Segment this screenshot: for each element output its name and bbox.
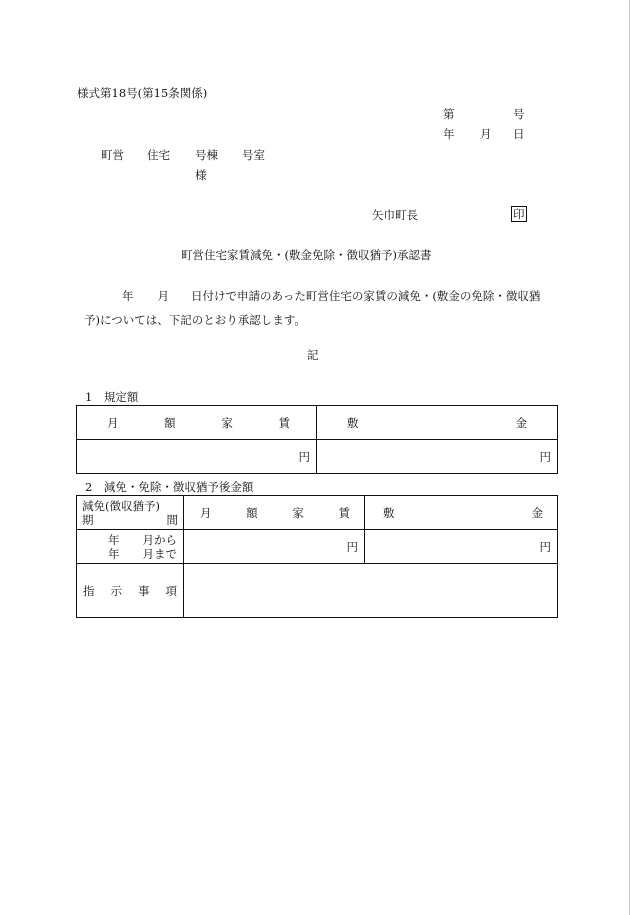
instructions-row: [77, 564, 558, 618]
period-label-char-1: 間: [166, 512, 178, 527]
period-value-cell: [77, 530, 184, 564]
form-number: 様式第18号(第15条関係): [77, 86, 208, 100]
ki-marker: 記: [307, 348, 319, 362]
body-year: 年: [122, 289, 134, 303]
addressee-goshitsu: 号室: [242, 148, 265, 162]
instructions-label-char-3: 項: [165, 583, 177, 598]
section1-heading: 1 規定額: [85, 390, 139, 404]
standard-value-row: [77, 440, 558, 474]
addressee-jutaku: 住宅: [147, 148, 170, 162]
rent-value-cell: [77, 440, 317, 474]
yen-unit: 円: [298, 449, 310, 464]
rent-label-char-1: 額: [164, 415, 176, 430]
reduced-value-row: [77, 530, 558, 564]
body-line-1: [84, 284, 562, 308]
reduced-rent-label-char-0: 月: [200, 505, 212, 520]
reduced-rent-header-cell: [184, 496, 365, 530]
body-line-2: 予)については、下記のとおり承認します。: [84, 313, 306, 327]
standard-header-row: [77, 406, 558, 440]
reduced-header-row: [77, 496, 558, 530]
body-paragraph: [84, 284, 562, 332]
addressee-chouei: 町営: [101, 148, 124, 162]
deposit-label-char-0: 敷: [347, 415, 359, 430]
seal-mark: 印: [513, 207, 525, 221]
reduced-amount-table: [76, 495, 558, 618]
section2-heading: 2 減免・免除・徴収猶予後金額: [85, 480, 254, 494]
period-header-line-1: 減免(徴収猶予): [82, 498, 160, 513]
instructions-label-cell: [77, 564, 184, 618]
date-month: 月: [480, 127, 492, 141]
reduced-rent-label-char-1: 額: [246, 505, 258, 520]
period-to: 年 月まで: [108, 546, 177, 561]
instructions-label-char-0: 指: [83, 583, 95, 598]
period-label-char-0: 期: [82, 512, 94, 527]
doc-number-dai: 第: [443, 107, 455, 121]
deposit-header-cell: [317, 406, 558, 440]
rent-label-char-3: 賃: [278, 415, 290, 430]
body-line-1-text: 日付けで申請のあった町営住宅の家賃の減免・(敷金の免除・徴収猶: [191, 289, 541, 303]
reduced-rent-label-char-2: 家: [292, 505, 304, 520]
rent-label-char-0: 月: [107, 415, 119, 430]
deposit-value-cell: [317, 440, 558, 474]
rent-header-cell: [77, 406, 317, 440]
addressee-sama: 様: [195, 168, 207, 182]
instructions-label-char-1: 示: [110, 583, 122, 598]
deposit-label-char-1: 金: [515, 415, 527, 430]
reduced-rent-label-char-3: 賃: [338, 505, 350, 520]
reduced-deposit-label-char-1: 金: [531, 505, 543, 520]
addressee-goto: 号棟: [195, 148, 218, 162]
instructions-label-char-2: 事: [138, 583, 150, 598]
yen-unit: 円: [539, 449, 551, 464]
reduced-rent-value-cell: [184, 530, 365, 564]
reduced-deposit-header-cell: [365, 496, 558, 530]
period-header-cell: [77, 496, 184, 530]
date-year: 年: [443, 127, 455, 141]
yen-unit: 円: [346, 539, 358, 554]
reduced-deposit-label-char-0: 敷: [383, 505, 395, 520]
date-day: 日: [513, 127, 525, 141]
doc-number-go: 号: [513, 107, 525, 121]
issuer-name: 矢巾町長: [372, 208, 418, 222]
period-from: 年 月から: [108, 532, 177, 547]
document-title: 町営住宅家賃減免・(敷金免除・徴収猶予)承認書: [181, 248, 432, 262]
body-month: 月: [157, 289, 169, 303]
instructions-content-cell: [184, 564, 558, 618]
yen-unit: 円: [539, 539, 551, 554]
standard-amount-table: [76, 405, 558, 474]
rent-label-char-2: 家: [221, 415, 233, 430]
reduced-deposit-value-cell: [365, 530, 558, 564]
